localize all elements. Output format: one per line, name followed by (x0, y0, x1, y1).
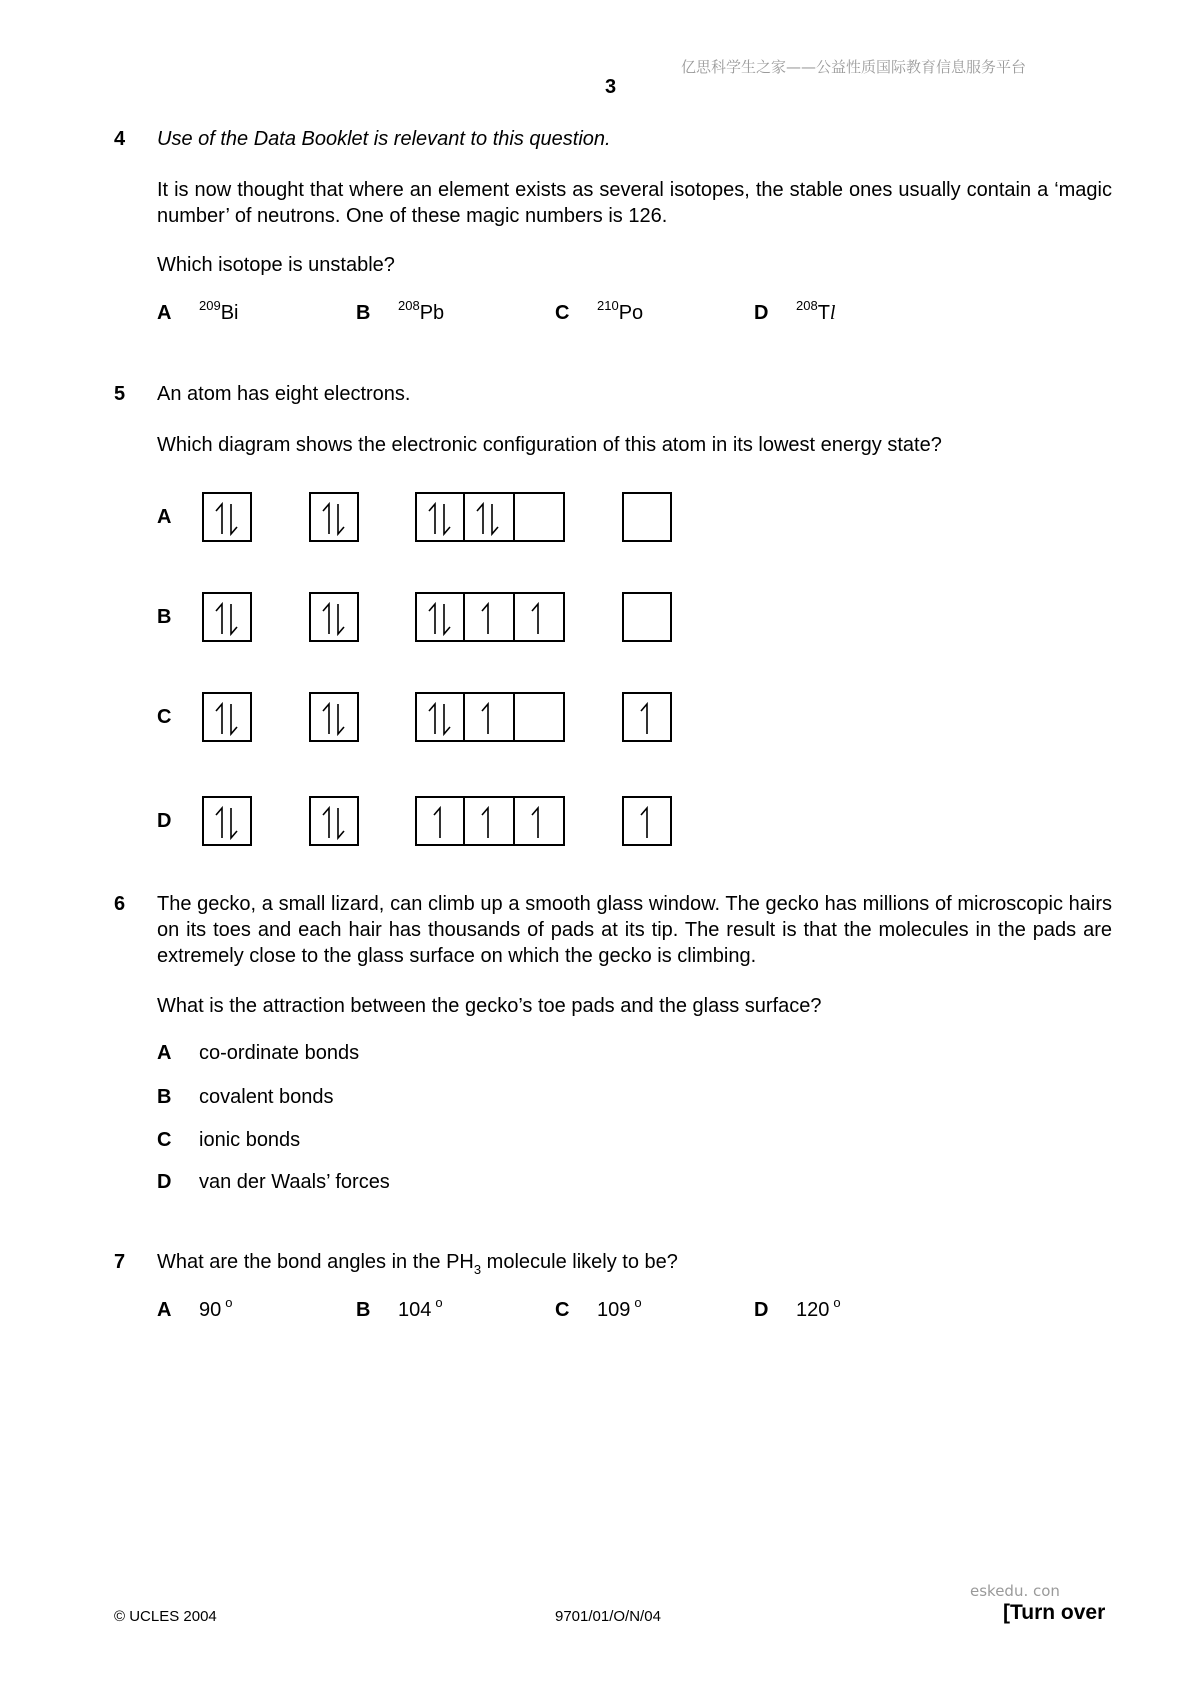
mass-number: 208 (398, 298, 420, 313)
paired-arrows-icon (311, 798, 357, 844)
element-symbol: Po (618, 302, 644, 324)
orbital-box (415, 796, 465, 846)
electron-arrow (231, 808, 237, 838)
paired-arrows-icon (204, 694, 250, 740)
electron-arrow (641, 808, 647, 838)
up-arrow-icon (465, 594, 511, 640)
element-symbol-italic: l (829, 302, 836, 324)
q4-option-a-letter: A (157, 302, 172, 324)
paired-arrows-icon (311, 694, 357, 740)
question-6-number: 6 (114, 893, 126, 915)
paired-arrows-icon (204, 494, 250, 540)
q5-option-c-letter: C (157, 706, 172, 728)
electron-arrow (231, 504, 237, 534)
q7-option-a-value: 90 $^o$ (199, 1295, 233, 1321)
q6-option-c-letter: C (157, 1129, 172, 1151)
element-symbol: Pb (419, 302, 445, 324)
orbital-box (622, 796, 672, 846)
question-6-question: What is the attraction between the gecko’s toe pads and the glass surface? (157, 995, 822, 1017)
electron-arrow (323, 504, 329, 534)
electron-arrow (482, 808, 488, 838)
q7-option-b-value: 104 $^o$ (398, 1295, 443, 1321)
orbital-box (622, 492, 672, 542)
electron-arrow (532, 604, 538, 634)
q7-option-c-letter: C (555, 1299, 570, 1321)
paired-arrows-icon (311, 494, 357, 540)
element-symbol: Bi (220, 302, 239, 324)
question-5-question: Which diagram shows the electronic configuration of this atom in its lowest energy state? (157, 434, 942, 456)
electron-arrow (429, 504, 435, 534)
paired-arrows-icon (417, 494, 463, 540)
electron-arrow (323, 808, 329, 838)
orbital-box (309, 592, 359, 642)
q4-option-a-isotope (199, 300, 239, 328)
degree-unit: o (634, 1295, 642, 1310)
electron-arrow (482, 604, 488, 634)
q6-option-b-letter: B (157, 1086, 172, 1108)
q7-option-d-value: 120 $^o$ (796, 1295, 841, 1321)
q4-option-d-letter: D (754, 302, 769, 324)
q4-option-c-letter: C (555, 302, 570, 324)
question-7-number: 7 (114, 1251, 126, 1273)
electron-arrow (444, 604, 450, 634)
page-number: 3 (605, 76, 617, 98)
q4-option-b-isotope (398, 300, 444, 328)
question-4-number: 4 (114, 128, 126, 150)
electron-arrow (216, 808, 222, 838)
degree-unit: o (833, 1295, 841, 1310)
electron-arrow (434, 808, 440, 838)
element-symbol: T (817, 302, 830, 324)
electron-arrow (338, 808, 344, 838)
orbital-box (415, 692, 465, 742)
electron-arrow (231, 704, 237, 734)
up-arrow-icon (515, 798, 561, 844)
q4-option-d-isotope (796, 300, 835, 328)
q5-option-b-letter: B (157, 606, 172, 628)
header-watermark: 亿思科学生之家——公益性质国际教育信息服务平台 (681, 58, 1027, 76)
degree-unit: o (435, 1295, 443, 1310)
mass-number: 209 (199, 298, 221, 313)
q4-option-c-isotope (597, 300, 643, 328)
orbital-box (415, 492, 465, 542)
orbital-box (622, 692, 672, 742)
electron-arrow (216, 604, 222, 634)
q6-option-d-text: van der Waals’ forces (199, 1171, 390, 1193)
mass-number: 210 (597, 298, 619, 313)
subscript: 3 (473, 1262, 482, 1277)
q6-option-d-letter: D (157, 1171, 172, 1193)
q5-option-a-letter: A (157, 506, 172, 528)
electron-arrow (216, 704, 222, 734)
question-4-intro: Use of the Data Booklet is relevant to this question. (157, 128, 611, 150)
orbital-box (465, 692, 515, 742)
orbital-box (465, 492, 515, 542)
question-5-intro: An atom has eight electrons. (157, 383, 411, 405)
up-arrow-icon (417, 798, 463, 844)
question-7-question: What are the bond angles in the $PH_3$ molecule likely to be? (157, 1251, 678, 1277)
q6-option-b-text: covalent bonds (199, 1086, 334, 1108)
q6-option-a-letter: A (157, 1042, 172, 1064)
up-arrow-icon (465, 694, 511, 740)
paper-code: 9701/01/O/N/04 (555, 1608, 661, 1625)
q7-option-d-letter: D (754, 1299, 769, 1321)
orbital-box (202, 492, 252, 542)
q7-option-a-letter: A (157, 1299, 172, 1321)
electron-arrow (641, 704, 647, 734)
up-arrow-icon (465, 798, 511, 844)
paired-arrows-icon (465, 494, 511, 540)
paired-arrows-icon (204, 798, 250, 844)
paired-arrows-icon (417, 694, 463, 740)
q7-option-c-value: 109 $^o$ (597, 1295, 642, 1321)
q6-option-c-text: ionic bonds (199, 1129, 301, 1151)
electron-arrow (429, 704, 435, 734)
orbital-box (465, 796, 515, 846)
electron-arrow (444, 704, 450, 734)
orbital-box (202, 692, 252, 742)
electron-arrow (444, 504, 450, 534)
q4-option-b-letter: B (356, 302, 371, 324)
question-5-number: 5 (114, 383, 126, 405)
turn-over: [Turn over (1003, 1601, 1106, 1624)
orbital-box (309, 796, 359, 846)
up-arrow-icon (515, 594, 561, 640)
electron-arrow (338, 704, 344, 734)
degree-unit: o (225, 1295, 233, 1310)
orbital-box (309, 692, 359, 742)
copyright: © UCLES 2004 (114, 1608, 217, 1625)
q6-option-a-text: co-ordinate bonds (199, 1042, 360, 1064)
electron-arrow (231, 604, 237, 634)
orbital-box (415, 592, 465, 642)
orbital-box (465, 592, 515, 642)
up-arrow-icon (624, 798, 670, 844)
up-arrow-icon (624, 694, 670, 740)
electron-arrow (338, 604, 344, 634)
question-6-body: The gecko, a small lizard, can climb up a smooth glass window. The gecko has millions of microscopic hairs on its toes and each hair has thousands of pads at its tip. The result is that the molecules in the pads are extremely close to the glass surface on which the gecko is climbing. (157, 893, 1112, 967)
electron-arrow (216, 504, 222, 534)
q5-option-d-letter: D (157, 810, 172, 832)
electron-arrow (477, 504, 483, 534)
orbital-box (202, 796, 252, 846)
orbital-box (515, 692, 565, 742)
paired-arrows-icon (417, 594, 463, 640)
orbital-box (515, 796, 565, 846)
question-4-body: It is now thought that where an element exists as several isotopes, the stable ones usually contain a ‘magic number’ of neutrons. One of these magic numbers is 126. (157, 179, 1112, 227)
orbital-box (622, 592, 672, 642)
electron-arrow (532, 808, 538, 838)
orbital-box (515, 492, 565, 542)
electron-arrow (338, 504, 344, 534)
q7-option-b-letter: B (356, 1299, 371, 1321)
paired-arrows-icon (204, 594, 250, 640)
electron-arrow (323, 704, 329, 734)
electron-arrow (482, 704, 488, 734)
orbital-box (515, 592, 565, 642)
electron-arrow (323, 604, 329, 634)
mass-number: 208 (796, 298, 818, 313)
paired-arrows-icon (311, 594, 357, 640)
site-watermark: eskedu. con (970, 1582, 1060, 1600)
electron-arrow (492, 504, 498, 534)
orbital-box (309, 492, 359, 542)
question-4-question: Which isotope is unstable? (157, 254, 395, 276)
electron-arrow (429, 604, 435, 634)
orbital-box (202, 592, 252, 642)
